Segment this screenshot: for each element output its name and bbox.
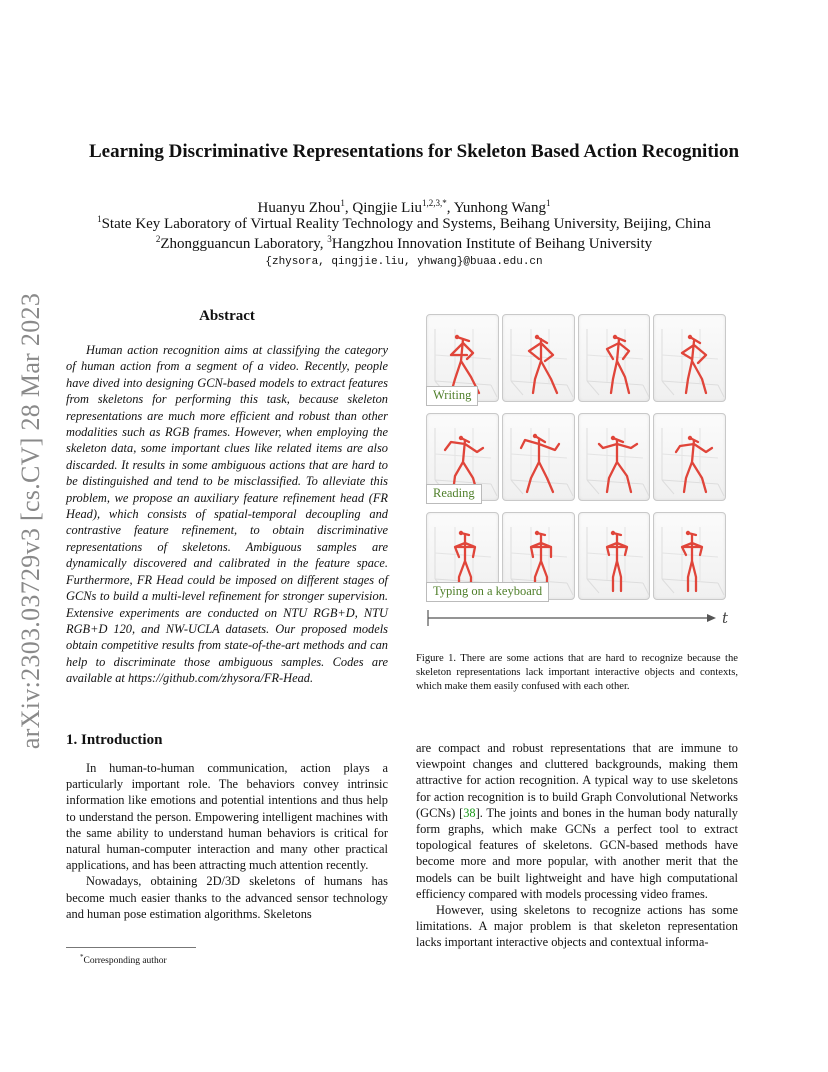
- footnote-rule: [66, 947, 196, 948]
- author-1: Huanyu Zhou: [257, 200, 341, 216]
- paper-title: Learning Discriminative Representations for Skeleton Based Action Recognition: [88, 141, 740, 162]
- skeleton-frame-writing-2: [502, 314, 575, 402]
- abstract-heading: Abstract: [199, 308, 255, 324]
- skeleton-frame-writing-3: [578, 314, 651, 402]
- affiliation-1: $^1$State Key Laboratory of Virtual Reality Technology and Systems, Beihang University, Beijing, China: [97, 214, 711, 232]
- author-2-sup: 1,2,3,*: [422, 198, 447, 208]
- arxiv-stamp: [14, 283, 48, 759]
- skeleton-frame-reading-4: [653, 413, 726, 501]
- author-list: Huanyu Zhou$^1$, Qingjie Liu$^{1,2,3,*}$, Yunhong Wang$^1$: [257, 198, 551, 216]
- footnote: *Corresponding author: [80, 953, 167, 967]
- skeleton-frame-writing-4: [653, 314, 726, 402]
- intro-paragraph-2: Nowadays, obtaining 2D/3D skeletons of humans has become much easier thanks to the advanced sensor technology and human pose estimation algorithms. Skeletons: [66, 874, 388, 921]
- author-3-sup: 1: [545, 198, 551, 208]
- author-2: Qingjie Liu: [352, 200, 422, 216]
- skeleton-frame-reading-2: [502, 413, 575, 501]
- time-axis: [426, 608, 729, 628]
- author-3: Yunhong Wang: [453, 200, 546, 216]
- label-writing: Writing: [426, 386, 478, 406]
- label-typing: Typing on a keyboard: [426, 582, 549, 602]
- author-1-sup: 1: [340, 198, 345, 208]
- label-reading: Reading: [426, 484, 482, 504]
- intro-paragraph-4: However, using skeletons to recognize actions has some limitations. A major problem is that skeleton representation lacks important interactive objects and contextual informa-: [416, 903, 738, 950]
- skeleton-frame-typing-3: [578, 512, 651, 600]
- intro-right-column: [416, 740, 738, 951]
- figure-1: [426, 314, 736, 634]
- abstract-text: Human action recognition aims at classifying the category of human action from a segment of a video. Recently, people have dived into designing GCN-based models to extract features from skeletons for performing this task, because skeleton representations are much more efficient and robust than other modalities such as RGB frames. However, when employing the skeleton data, some important clues like related items are also discarded. It results in some ambiguous actions that are hard to be distinguished and tend to be misclassified. To alleviate this problem, we propose an auxiliary feature refinement head (FR Head), which consists of spatial-temporal decoupling and contrastive feature refinement, to obtain discriminative representations of skeletons. Ambiguous samples are dynamically discovered and calibrated in the feature space. Furthermore, FR Head could be imposed on different stages of GCNs to build a multi-level refinement for stronger supervision. Extensive experiments are conducted on NTU RGB+D, NTU RGB+D 120, and NW-UCLA datasets. Our proposed models obtain competitive results from state-of-the-art methods and can help to discriminate those ambiguous samples. Codes are available at https://github.com/zhysora/FR-Head.: [66, 343, 388, 686]
- intro-heading: 1. Introduction: [66, 732, 163, 748]
- intro-left-column: [66, 760, 388, 922]
- intro-paragraph-1: In human-to-human communication, action plays a particularly important role. The behaviors convey intrinsic information like emotions and potential intentions and thus help to understand the person. Empowering intelligent machines with the same ability to understand human behaviors is critical for natural human-computer interaction and many other practical applications, and has been attracting much attention recently.: [66, 761, 388, 873]
- arxiv-id: arXiv:2303.03729v3 [cs.CV] 28 Mar 2023: [16, 292, 46, 750]
- skeleton-frame-reading-3: [578, 413, 651, 501]
- figure-caption: Figure 1. There are some actions that are hard to recognize because the skeleton representations lack important interactive objects and contexts, which make them easily confused with each other.: [416, 653, 738, 692]
- author-emails: {zhysora, qingjie.liu, yhwang}@buaa.edu.cn: [265, 256, 543, 268]
- citation-38[interactable]: 38: [463, 805, 476, 820]
- skeleton-frame-typing-4: [653, 512, 726, 600]
- time-axis-label: t: [722, 609, 729, 627]
- affiliation-2: $^2$Zhongguancun Laboratory, $^3$Hangzhou Innovation Institute of Beihang University: [155, 234, 653, 252]
- intro-paragraph-3: are compact and robust representations that are immune to viewpoint changes and cluttered backgrounds, making them attractive for action recognition. A typical way to use skeletons for action recognition is to build Graph Convolutional Networks (GCNs) [38]. The joints and bones in the human body naturally form graphs, which make GCNs a perfect tool to extract topological features of skeletons. GCN-based methods have become more and more popular, with another merit that the models can be built lightweight and have high computational efficiency compared with models processing video frames.: [416, 741, 738, 901]
